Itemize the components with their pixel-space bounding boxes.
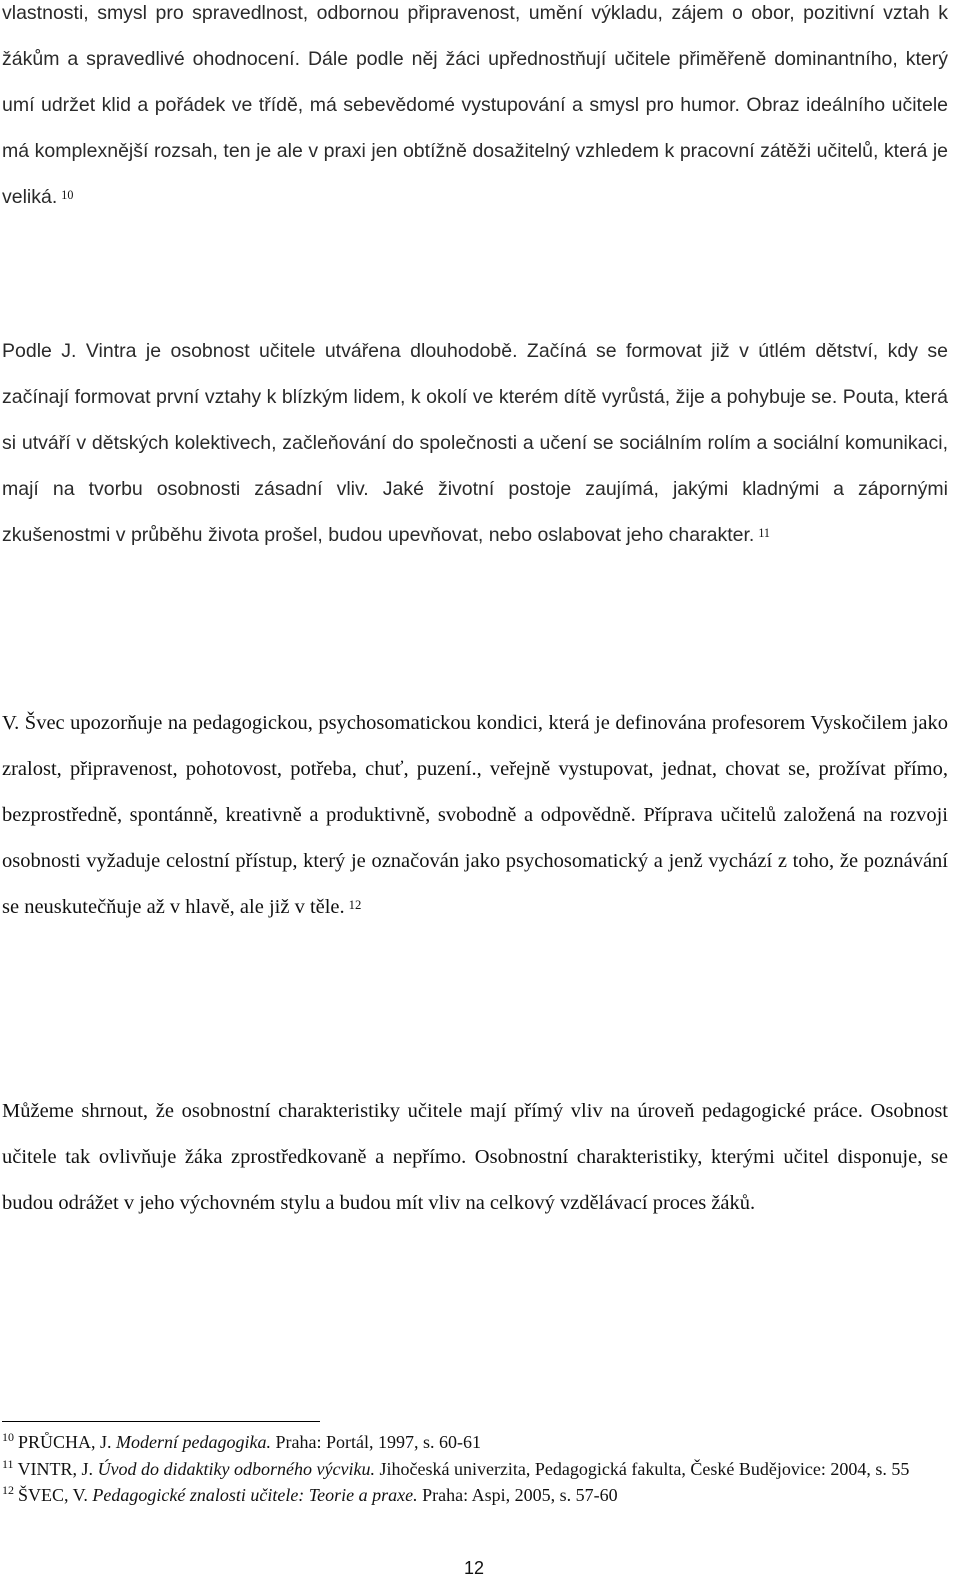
- footnote-reference[interactable]: 11: [758, 525, 770, 540]
- paragraph-teacher-qualities: [2, 0, 948, 220]
- footnote-publication: Jihočeská univerzita, Pedagogická fakulta, České Budějovice: 2004, s. 55: [374, 1458, 910, 1479]
- footnote-publication: Praha: Portál, 1997, s. 60-61: [271, 1432, 481, 1452]
- footnote-separator: [2, 1421, 320, 1422]
- footnote-author: ŠVEC, V.: [18, 1485, 93, 1505]
- footnote-title: Pedagogické znalosti učitele: Teorie a praxe.: [92, 1485, 418, 1505]
- paragraph-text: Můžeme shrnout, že osobnostní charakteristiky učitele mají přímý vliv na úroveň pedagogické práce. Osobnost učitele tak ovlivňuje žáka zprostředkovaně a nepřímo. Osobnostní charakteristiky, kterými učitel disponuje, se budou odrážet v jeho výchovném stylu a budou mít vliv na celkový vzdělávací proces žáků.: [2, 1100, 948, 1214]
- paragraph-vintr-personality: [2, 328, 948, 558]
- footnote-reference[interactable]: 12: [348, 897, 362, 912]
- footnote-number: 10: [2, 1430, 14, 1445]
- footnote-11: [2, 1457, 948, 1484]
- footnote-12: [2, 1483, 948, 1510]
- footnote-publication: Praha: Aspi, 2005, s. 57-60: [417, 1485, 618, 1505]
- paragraph-text: Podle J. Vintra je osobnost učitele utvářena dlouhodobě. Začíná se formovat již v útlém dětství, kdy se začínají formovat první vztahy k blízkým lidem, k okolí ve kterém dítě vyrůstá, žije a pohybuje se. Pouta, která si utváří v dětských kolektivech, začleňování do společnosti a učení se sociálním rolím a sociální komunikaci, mají na tvorbu osobnosti zásadní vliv. Jaké životní postoje zaujímá, jakými kladnými a zápornými zkušenostmi v průběhu života prošel, budou upevňovat, nebo oslabovat jeho charakter.: [2, 340, 948, 546]
- paragraph-svec-condition: [2, 700, 948, 930]
- paragraph-text: vlastnosti, smysl pro spravedlnost, odbornou připravenost, umění výkladu, zájem o obor, pozitivní vztah k žákům a spravedlivé ohodnocení. Dále podle něj žáci upřednostňují učitele přiměřeně dominantního, který umí udržet klid a pořádek ve třídě, má sebevědomé vystupování a smysl pro humor. Obraz ideálního učitele má komplexnější rozsah, ten je ale v praxi jen obtížně dosažitelný vzhledem k pracovní zátěži učitelů, která je veliká.: [2, 2, 948, 208]
- paragraph-summary: [2, 1088, 948, 1226]
- paragraph-text: V. Švec upozorňuje na pedagogickou, psychosomatickou kondici, která je definována profesorem Vyskočilem jako zralost, připravenost, pohotovost, potřeba, chuť, puzení., veřejně vystupovat, jednat, chovat se, prožívat přímo, bezprostředně, spontánně, kreativně a produktivně, svobodně a odpovědně. Příprava učitelů založená na rozvoji osobnosti vyžaduje celostní přístup, který je označován jako psychosomatický a jenž vychází z toho, že poznávání se neuskutečňuje až v hlavě, ale již v těle.: [2, 712, 948, 918]
- footnote-title: Úvod do didaktiky odborného výcviku.: [97, 1458, 375, 1479]
- footnote-10: [2, 1430, 948, 1457]
- footnotes: [2, 1430, 948, 1510]
- footnote-title: Moderní pedagogika.: [116, 1432, 271, 1452]
- footnote-author: PRŮCHA, J.: [18, 1432, 117, 1452]
- footnote-number: 11: [2, 1456, 14, 1471]
- page-number: 12: [463, 1558, 485, 1578]
- footnote-number: 12: [2, 1483, 14, 1498]
- footnote-reference[interactable]: 10: [61, 187, 74, 202]
- footnote-author: VINTR, J.: [17, 1458, 98, 1479]
